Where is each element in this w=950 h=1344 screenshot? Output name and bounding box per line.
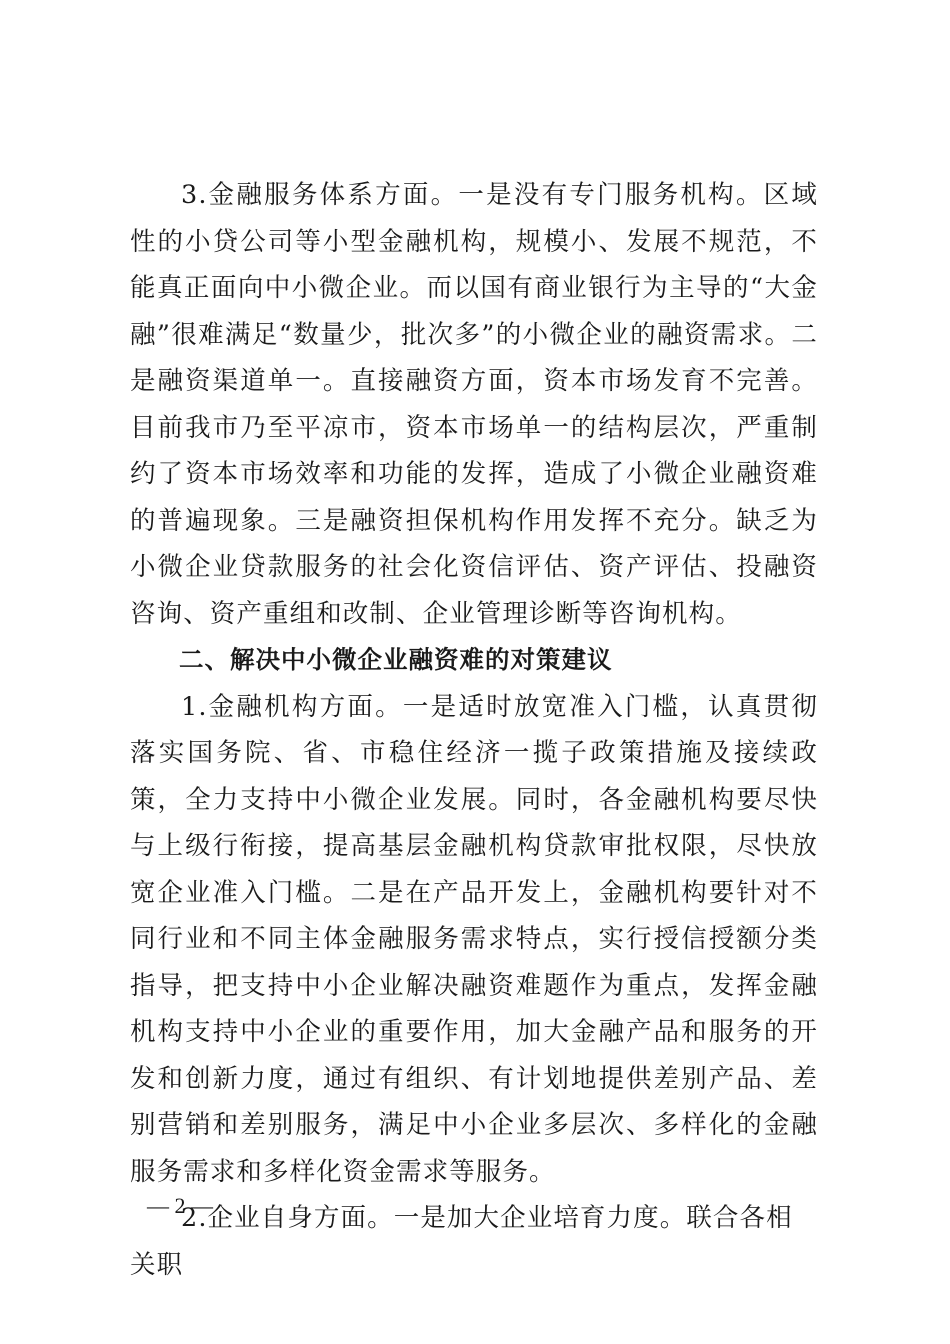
section-heading-countermeasures: 二、解决中小微企业融资难的对策建议 bbox=[179, 645, 613, 674]
page-number: — 2 — bbox=[147, 1193, 213, 1218]
document-body bbox=[130, 172, 818, 1288]
paragraph-financial-service-system: 3.金融服务体系方面。一是没有专门服务机构。区域性的小贷公司等小型金融机构，规模小、发展不规范，不能真正面向中小微企业。而以国有商业银行为主导的“大金融”很难满足“数量少，批次多”的小微企业的融资需求。二是融资渠道单一。直接融资方面，资本市场发育不完善。目前我市乃至平凉市，资本市场单一的结构层次，严重制约了资本市场效率和功能的发挥，造成了小微企业融资难的普遍现象。三是融资担保机构作用发挥不充分。缺乏为小微企业贷款服务的社会化资信评估、资产评估、投融资咨询、资产重组和改制、企业管理诊断等咨询机构。 bbox=[130, 180, 818, 629]
paragraph-financial-institutions: 1.金融机构方面。一是适时放宽准入门槛，认真贯彻落实国务院、省、市稳住经济一揽子政策措施及接续政策，全力支持中小微企业发展。同时，各金融机构要尽快与上级行衔接，提高基层金融机构贷款审批权限，尽快放宽企业准入门槛。二是在产品开发上，金融机构要针对不同行业和不同主体金融服务需求特点，实行授信授额分类指导，把支持中小企业解决融资难题作为重点，发挥金融机构支持中小企业的重要作用，加大金融产品和服务的开发和创新力度，通过有组织、有计划地提供差别产品、差别营销和差别服务，满足中小企业多层次、多样化的金融服务需求和多样化资金需求等服务。 bbox=[130, 691, 818, 1187]
paragraph-enterprise-self: 2.企业自身方面。一是加大企业培育力度。联合各相关职 bbox=[130, 1203, 793, 1280]
